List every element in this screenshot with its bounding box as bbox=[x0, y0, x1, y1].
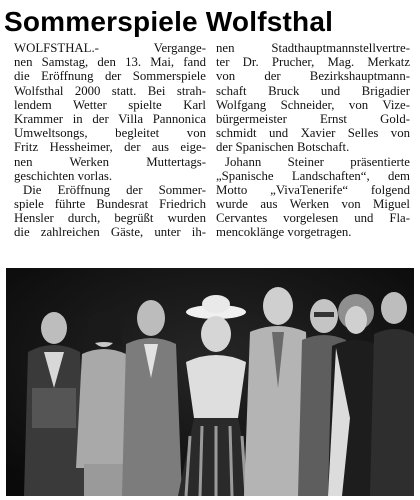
text-line: bürgermeister Ernst Gold- bbox=[216, 111, 410, 126]
text-line: Umweltsongs, begleitet von bbox=[14, 126, 206, 141]
text-line: spiele führte Bundesrat Friedrich bbox=[14, 197, 206, 212]
text-line: Wolfgang Schneider, von Vize- bbox=[216, 97, 410, 112]
text-line: ter Dr. Prucher, Mag. Merkatz bbox=[216, 55, 410, 70]
text-line: Fritz Hessheimer, der aus eige- bbox=[14, 140, 206, 155]
text-line: die Eröffnung der Sommerspiele bbox=[14, 69, 206, 84]
text-line: Die Eröffnung der Sommer- bbox=[23, 182, 206, 197]
text-line: Hensler durch, begrüßt wurden bbox=[14, 211, 206, 226]
text-line: geschichten vorlas. bbox=[14, 168, 113, 183]
headline: Sommerspiele Wolfsthal bbox=[4, 6, 334, 37]
text-line: mencoklänge vorgetragen. bbox=[216, 225, 352, 240]
text-line: die zahlreichen Gäste, unter ih- bbox=[14, 225, 206, 240]
group-photo-figures bbox=[6, 268, 414, 496]
text-line: schmidt und Xavier Selles von bbox=[216, 126, 410, 141]
text-line: wurde aus Werken von Miguel bbox=[216, 197, 410, 212]
text-line: Wolfsthal 2000 statt. Bei strah- bbox=[14, 83, 206, 98]
text-line: Krammer in der Villa Pannonica bbox=[14, 111, 206, 126]
text-line: Johann Steiner präsentierte bbox=[225, 154, 410, 169]
group-photo bbox=[6, 268, 414, 496]
text-line: WOLFSTHAL.- Vergange- bbox=[14, 41, 206, 55]
text-line: lendem Wetter spielte Karl bbox=[14, 97, 206, 112]
text-line: „Spanische Landschaften“, dem bbox=[216, 168, 410, 183]
text-line: Motto „VivaTenerife“ folgend bbox=[216, 182, 410, 197]
article-column-left bbox=[14, 41, 206, 240]
text-line: von der Bezirkshauptmann- bbox=[216, 69, 410, 84]
text-line: nen Stadthauptmannstellvertre- bbox=[216, 41, 410, 55]
text-line: nen Samstag, den 13. Mai, fand bbox=[14, 55, 206, 70]
text-line: schaft Bruck und Brigadier bbox=[216, 83, 410, 98]
text-line: nen Werken Muttertags- bbox=[14, 154, 206, 169]
text-line: der Spanischen Botschaft. bbox=[216, 140, 350, 155]
text-line: Cervantes vorgelesen und Fla- bbox=[216, 211, 410, 226]
article-column-right bbox=[216, 41, 410, 240]
